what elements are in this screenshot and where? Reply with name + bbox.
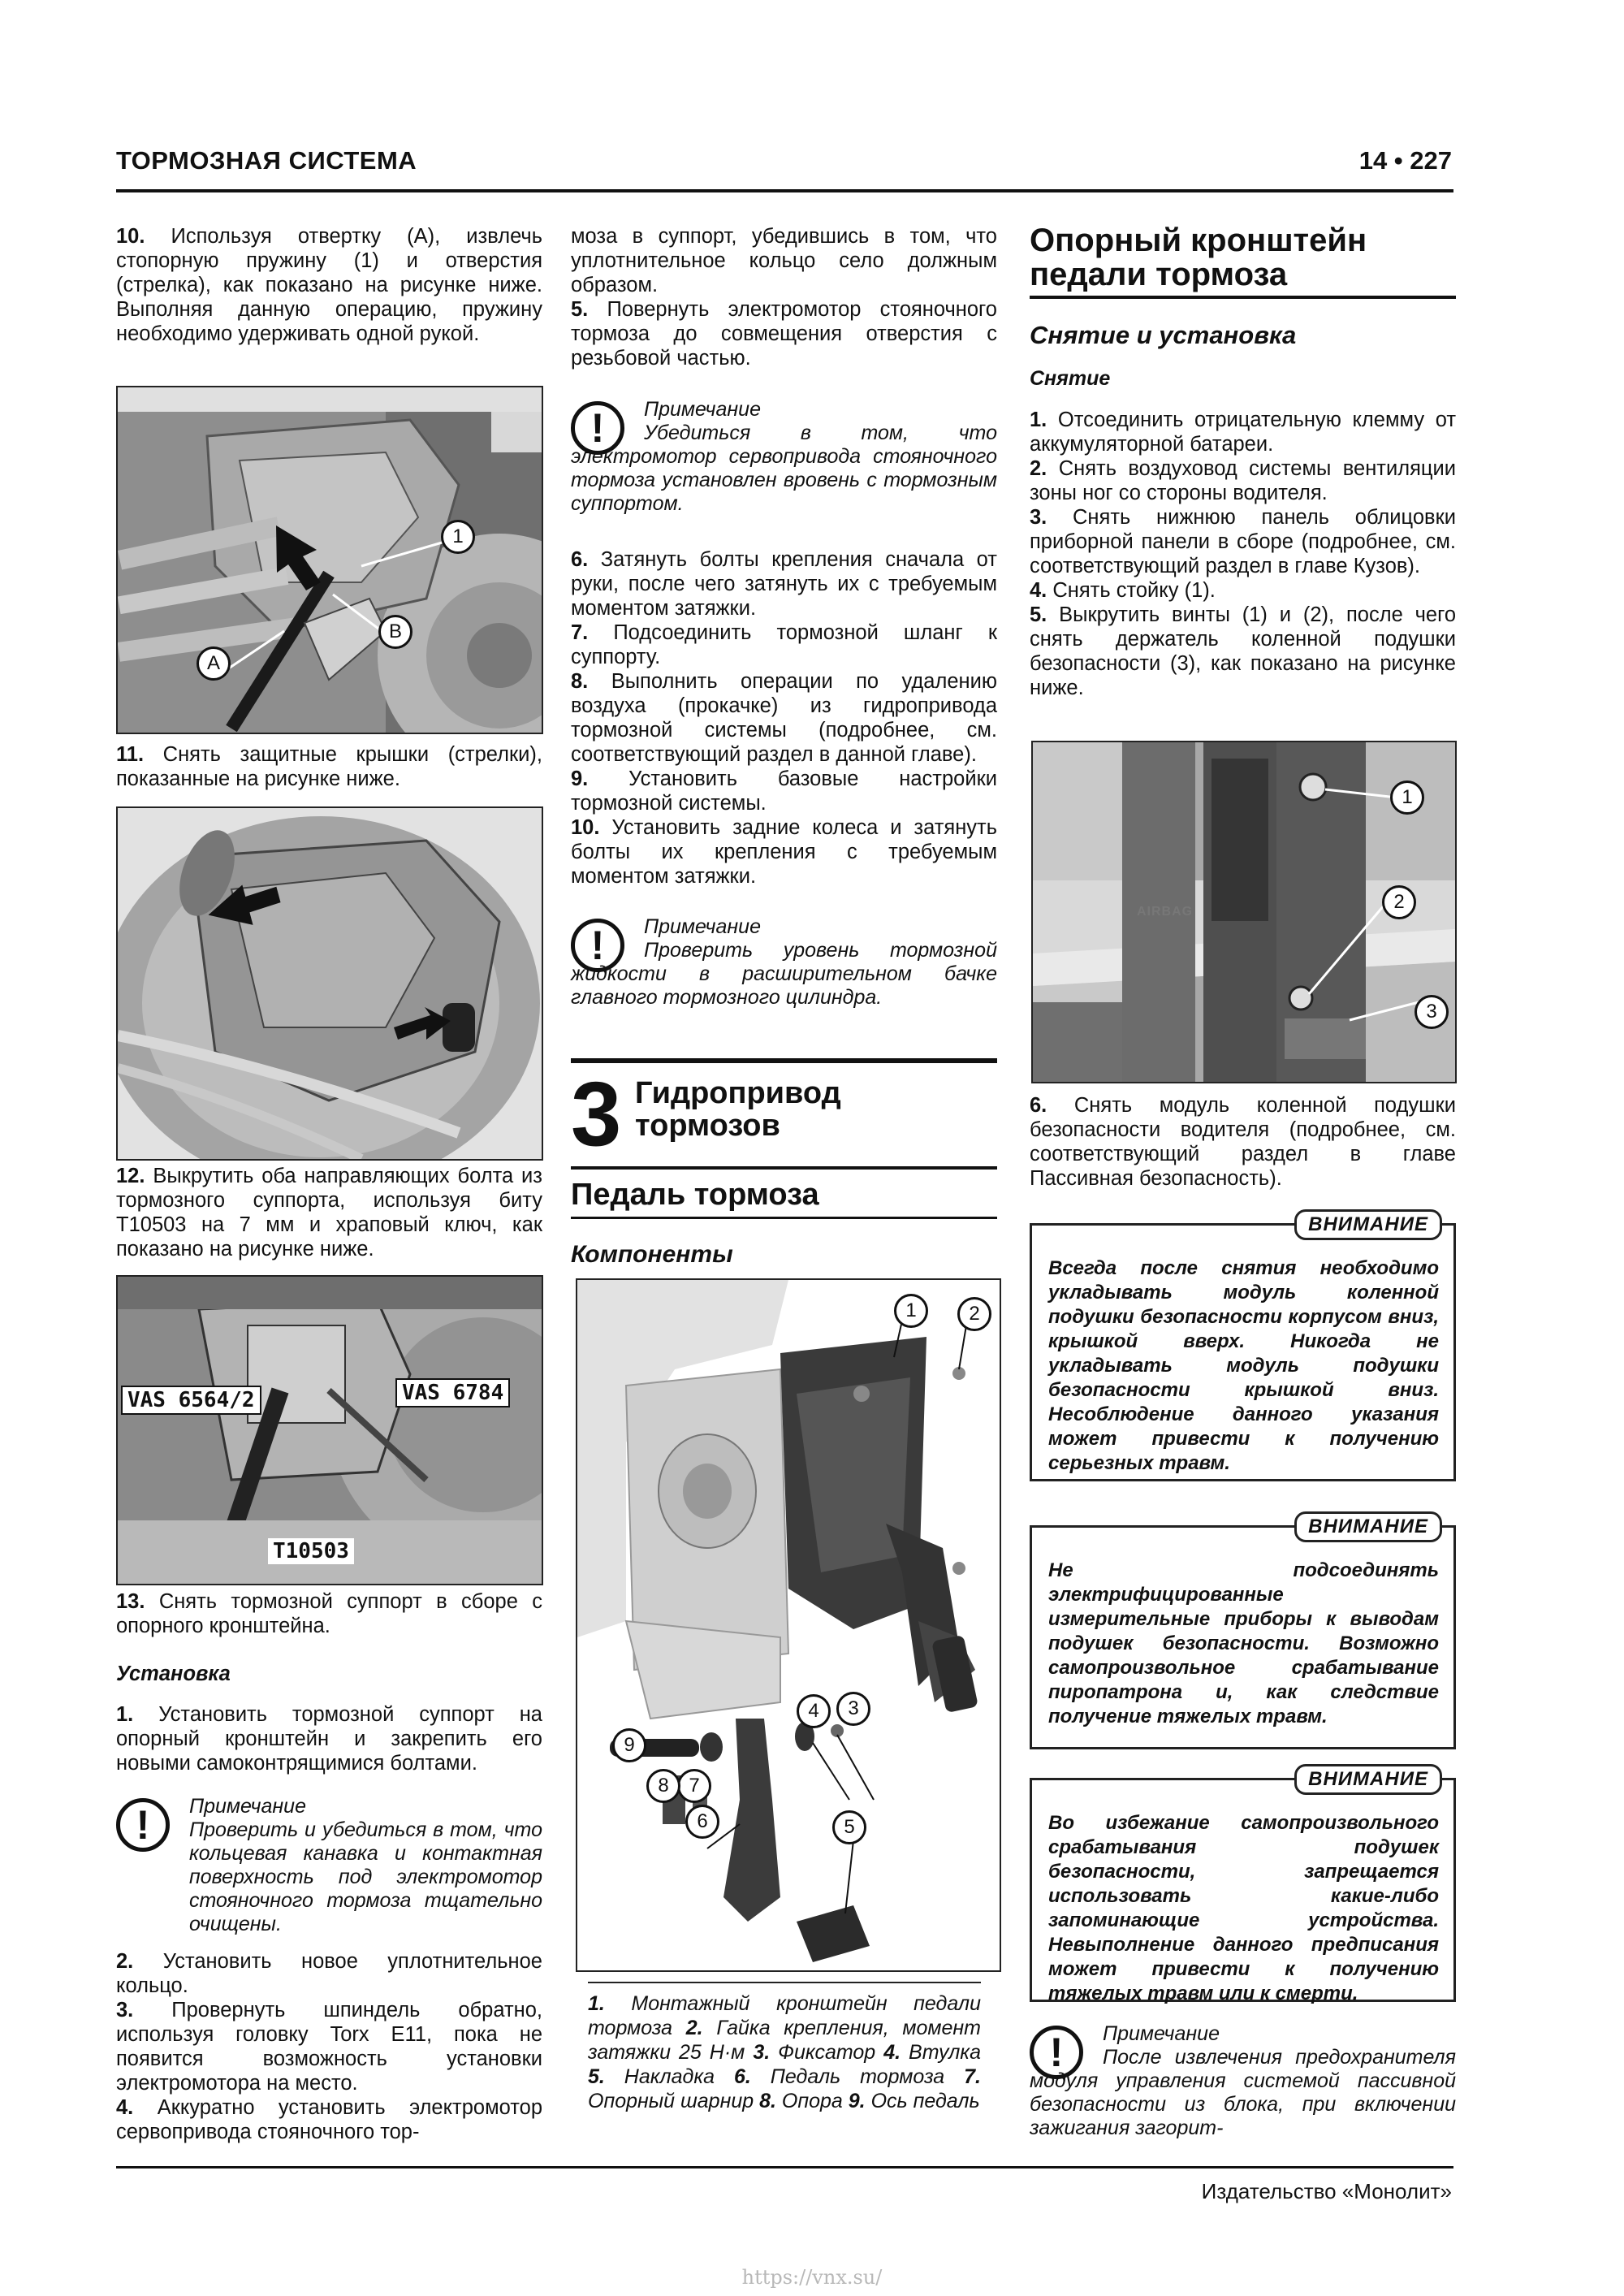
callout-1: 1: [441, 520, 475, 554]
publisher: Издательство «Монолит»: [1201, 2179, 1452, 2203]
step-13: 13. Снять тормозной суппорт в сборе с опорного кронштейна.: [116, 1590, 543, 1637]
callout-diagram-8: 8: [646, 1769, 680, 1803]
caption-item-text: Накладка: [604, 2065, 734, 2088]
section-title: Гидропривод тормозов: [635, 1076, 841, 1143]
figure-caption: [588, 1982, 981, 2113]
caption-item-number: 2.: [685, 2017, 703, 2039]
warning-box-2: ВНИМАНИЕ Не подсоединять электрифицированные измерительные приборы к выводам подушек безопасности. Возможно самопроизвольное срабатывание пиропатрона и, как следствие получение тяжелых травм.: [1030, 1525, 1456, 1749]
warning-tag: ВНИМАНИЕ: [1294, 1209, 1442, 1240]
caption-item-number: 1.: [588, 1992, 605, 2015]
footer-rule: [116, 2166, 1453, 2168]
caption-item-text: Ось педаль: [865, 2090, 980, 2112]
col3-removal-steps: 1. Отсоединить отрицательную клемму от аккумуляторной батареи. 2. Снять воздуховод системы вентиляции зоны ног со стороны водителя. 3. Снять нижнюю панель облицовки приборной панели в сборе (подробнее, см. соответствующий раздел в главе Кузов). 4. Снять стойку (1). 5. Выкрутить винты (1) и (2), после чего снять держатель коленной подушки безопасности (3), как показано на рисунке ниже.: [1030, 409, 1456, 699]
photo-protective-caps: [116, 806, 543, 1161]
step-11: 11. Снять защитные крышки (стрелки), показанные на рисунке ниже.: [116, 743, 542, 790]
note-text: После извлечения предохранителя модуля управления системой пассивной безопасности из блока, при включении зажигания загорит-: [1030, 2046, 1456, 2139]
warning-tag: ВНИМАНИЕ: [1294, 1511, 1442, 1542]
install-steps-2-4: 2. Установить новое уплотнительное кольцо. 3. Провернуть шпиндель обратно, используя головку Torx E11, пока не появится возможность установки электромотора на место. 4. Аккуратно установить электромотор сервопривода стояночного тор-: [116, 1950, 543, 2143]
caption-item-text: Педаль тормоза: [750, 2065, 965, 2088]
note-col1: [116, 1795, 542, 1936]
caption-item-number: 3.: [753, 2041, 771, 2064]
col3-title: Опорный кронштейн педали тормоза: [1030, 223, 1367, 292]
caption-item-text: Фиксатор: [770, 2041, 884, 2064]
caption-item-text: Опорный шарнир: [588, 2090, 760, 2112]
callout-diagram-3: 3: [836, 1692, 870, 1726]
header-rule: [116, 189, 1453, 192]
callout-diagram-6: 6: [685, 1805, 719, 1839]
col2-steps-6-10: 6. Затянуть болты крепления сначала от руки, после чего затянуть их с требуемым моментом затяжки. 7. Подсоединить тормозной шланг к суппорту. 8. Выполнить операции по удалению воздуха (прокачке) из гидропривода тормозной системы (подробнее, см. соответствующий раздел в данной главе). 9. Установить базовые настройки тормозной системы. 10. Установить задние колеса и затянуть болты их крепления с требуемым моментом затяжки.: [571, 548, 997, 888]
caption-item-number: 8.: [759, 2090, 776, 2112]
section-number: 3: [571, 1063, 622, 1165]
removal-heading: Снятие: [1030, 367, 1111, 390]
exclamation-icon: !: [571, 401, 624, 455]
note-label: Примечание: [644, 398, 761, 421]
callout-b: B: [378, 615, 412, 649]
exclamation-icon: !: [571, 919, 624, 972]
callout-a: A: [197, 646, 231, 681]
col3-step-6: 6. Снять модуль коленной подушки безопасности водителя (подробнее, см. соответствующий раздел в главе Пассивная безопасность).: [1030, 1094, 1456, 1190]
warning-box-1: ВНИМАНИЕ Всегда после снятия необходимо укладывать модуль коленной подушки безопасности корпусом вниз, крышкой вверх. Никогда не укладывать модуль подушки безопасности крышкой вниз. Несоблюдение данного указания может привести к получению серьезных травм.: [1030, 1223, 1456, 1481]
subsection-rule: [571, 1217, 997, 1219]
page-number: 14 • 227: [1358, 146, 1452, 175]
watermark-url: https://vnx.su/: [741, 2266, 883, 2289]
caption-item-number: 6.: [734, 2065, 751, 2088]
caption-item-number: 5.: [588, 2065, 605, 2088]
step-10: 10. Используя отвертку (A), извлечь стопорную пружину (1) и отверстия (стрелка), как показано на рисунке ниже. Выполняя данную операцию, пружину необходимо удерживать одной рукой.: [116, 225, 542, 345]
caption-item-text: Гайка крепления, момент затяжки 25 Н·м: [588, 2017, 982, 2064]
running-header-title: ТОРМОЗНАЯ СИСТЕМА: [116, 146, 417, 175]
col2-continuation: моза в суппорт, убедившись в том, что уплотнительное кольцо село должным образом. 5. Повернуть электромотор стояночного тормоза до совмещения отверстия с резьбовой частью.: [571, 225, 997, 370]
note-col2-a: [571, 398, 997, 516]
warning-box-3: ВНИМАНИЕ Во избежание самопроизвольного срабатывания подушек безопасности, запрещается использовать какие-либо запоминающие устройства. Невыполнение данного предписания может привести к получению тяжелых травм или к смерти.: [1030, 1778, 1456, 2002]
diagram-brake-pedal: [576, 1278, 1001, 1972]
callout-diagram-4: 4: [797, 1694, 831, 1728]
section-rule: [571, 1058, 997, 1063]
warning-tag: ВНИМАНИЕ: [1294, 1764, 1442, 1795]
note-text: Убедиться в том, что электромотор сервопривода стояночного тормоза установлен вровень с тормозным суппортом.: [571, 422, 997, 515]
callout-diagram-1: 1: [894, 1294, 928, 1328]
note-col3: [1030, 2022, 1456, 2140]
caption-item-number: 4.: [883, 2041, 901, 2064]
caption-item-text: Опора: [775, 2090, 849, 2112]
section-rule-2: [571, 1166, 997, 1170]
exclamation-icon: !: [116, 1798, 170, 1852]
install-step-1: 1. Установить тормозной суппорт на опорный кронштейн и закрепить его новыми самоконтрящимися болтами.: [116, 1703, 542, 1775]
subsection-title: Педаль тормоза: [571, 1178, 819, 1212]
removal-installation-heading: Снятие и установка: [1030, 321, 1297, 349]
callout-diagram-2: 2: [957, 1297, 991, 1331]
tool-label-vas6784: VAS 6784: [395, 1378, 510, 1407]
note-label: Примечание: [1103, 2022, 1220, 2045]
caption-item-number: 7.: [964, 2065, 981, 2088]
tool-label-vas6564: VAS 6564/2: [121, 1386, 261, 1415]
caption-item-text: Втулка: [901, 2041, 981, 2064]
tool-label-t10503: T10503: [268, 1538, 354, 1564]
callout-diagram-9: 9: [612, 1728, 646, 1762]
callout-photo3-3: 3: [1415, 995, 1449, 1029]
callout-diagram-5: 5: [832, 1810, 866, 1844]
note-label: Примечание: [644, 915, 761, 938]
caption-item-number: 9.: [848, 2090, 866, 2112]
note-text: Проверить уровень тормозной жидкости в расширительном бачке главного тормозного цилиндра.: [571, 939, 997, 1009]
callout-diagram-7: 7: [677, 1769, 711, 1803]
note-col2-b: [571, 915, 997, 1010]
note-label: Примечание: [189, 1795, 306, 1818]
airbag-text: AIRBAG: [1137, 905, 1194, 919]
callout-photo3-2: 2: [1382, 885, 1416, 919]
exclamation-icon: !: [1030, 2026, 1083, 2079]
note-text: Проверить и убедиться в том, что кольцевая канавка и контактная поверхность под электромотор стояночного тормоза тщательно очищены.: [189, 1818, 542, 1935]
photo-caliper-spring: [116, 386, 543, 734]
components-heading: Компоненты: [571, 1241, 733, 1268]
callout-photo3-1: 1: [1390, 780, 1424, 815]
col3-title-rule: [1030, 296, 1456, 299]
step-12: 12. Выкрутить оба направляющих болта из тормозного суппорта, используя биту T10503 на 7 мм и храповый ключ, как показано на рисунке ниже.: [116, 1165, 542, 1260]
install-heading: Установка: [116, 1663, 231, 1685]
caption-item-text: Монтажный кронштейн педали тормоза: [588, 1992, 981, 2039]
